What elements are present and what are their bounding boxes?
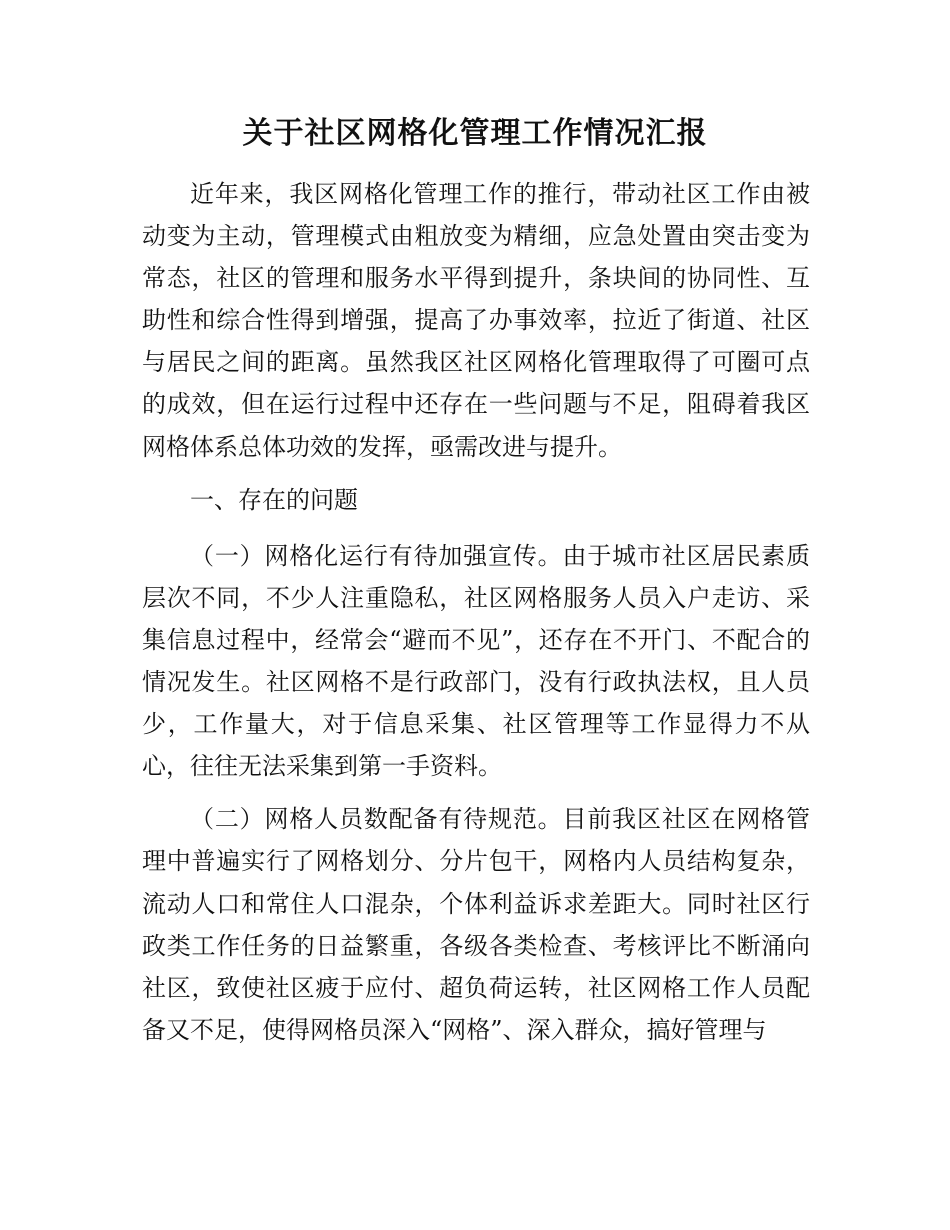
issue-paragraph-2: （二）网格人员数配备有待规范。目前我区社区在网格管理中普遍实行了网格划分、分片包干，网格内人员结构复杂，流动人口和常住人口混杂，个体利益诉求差距大。同时社区行政类工作任务的日益繁重，各级各类检查、考核评比不断涌向社区，致使社区疲于应付、超负荷运转，社区网格工作人员配备又不足，使得网格员深入“网格”、深入群众，搞好管理与	[142, 805, 810, 1044]
document-title: 关于社区网格化管理工作情况汇报	[242, 116, 708, 151]
document-body	[142, 173, 810, 1062]
section-heading: 一、存在的问题	[190, 485, 358, 514]
issue-paragraph-1: （一）网格化运行有待加强宣传。由于城市社区居民素质层次不同，不少人注重隐私，社区网格服务人员入户走访、采集信息过程中，经常会“避而不见”，还存在不开门、不配合的情况发生。社区网格不是行政部门，没有行政执法权，且人员少，工作量大，对于信息采集、社区管理等工作显得力不从心，往往无法采集到第一手资料。	[142, 541, 810, 781]
intro-paragraph: 近年来，我区网格化管理工作的推行，带动社区工作由被动变为主动，管理模式由粗放变为精细，应急处置由突击变为常态，社区的管理和服务水平得到提升，条块间的协同性、互助性和综合性得到增强，提高了办事效率，拉近了街道、社区与居民之间的距离。虽然我区社区网格化管理取得了可圈可点的成效，但在运行过程中还存在一些问题与不足，阻碍着我区网格体系总体功效的发挥，亟需改进与提升。	[142, 180, 810, 461]
